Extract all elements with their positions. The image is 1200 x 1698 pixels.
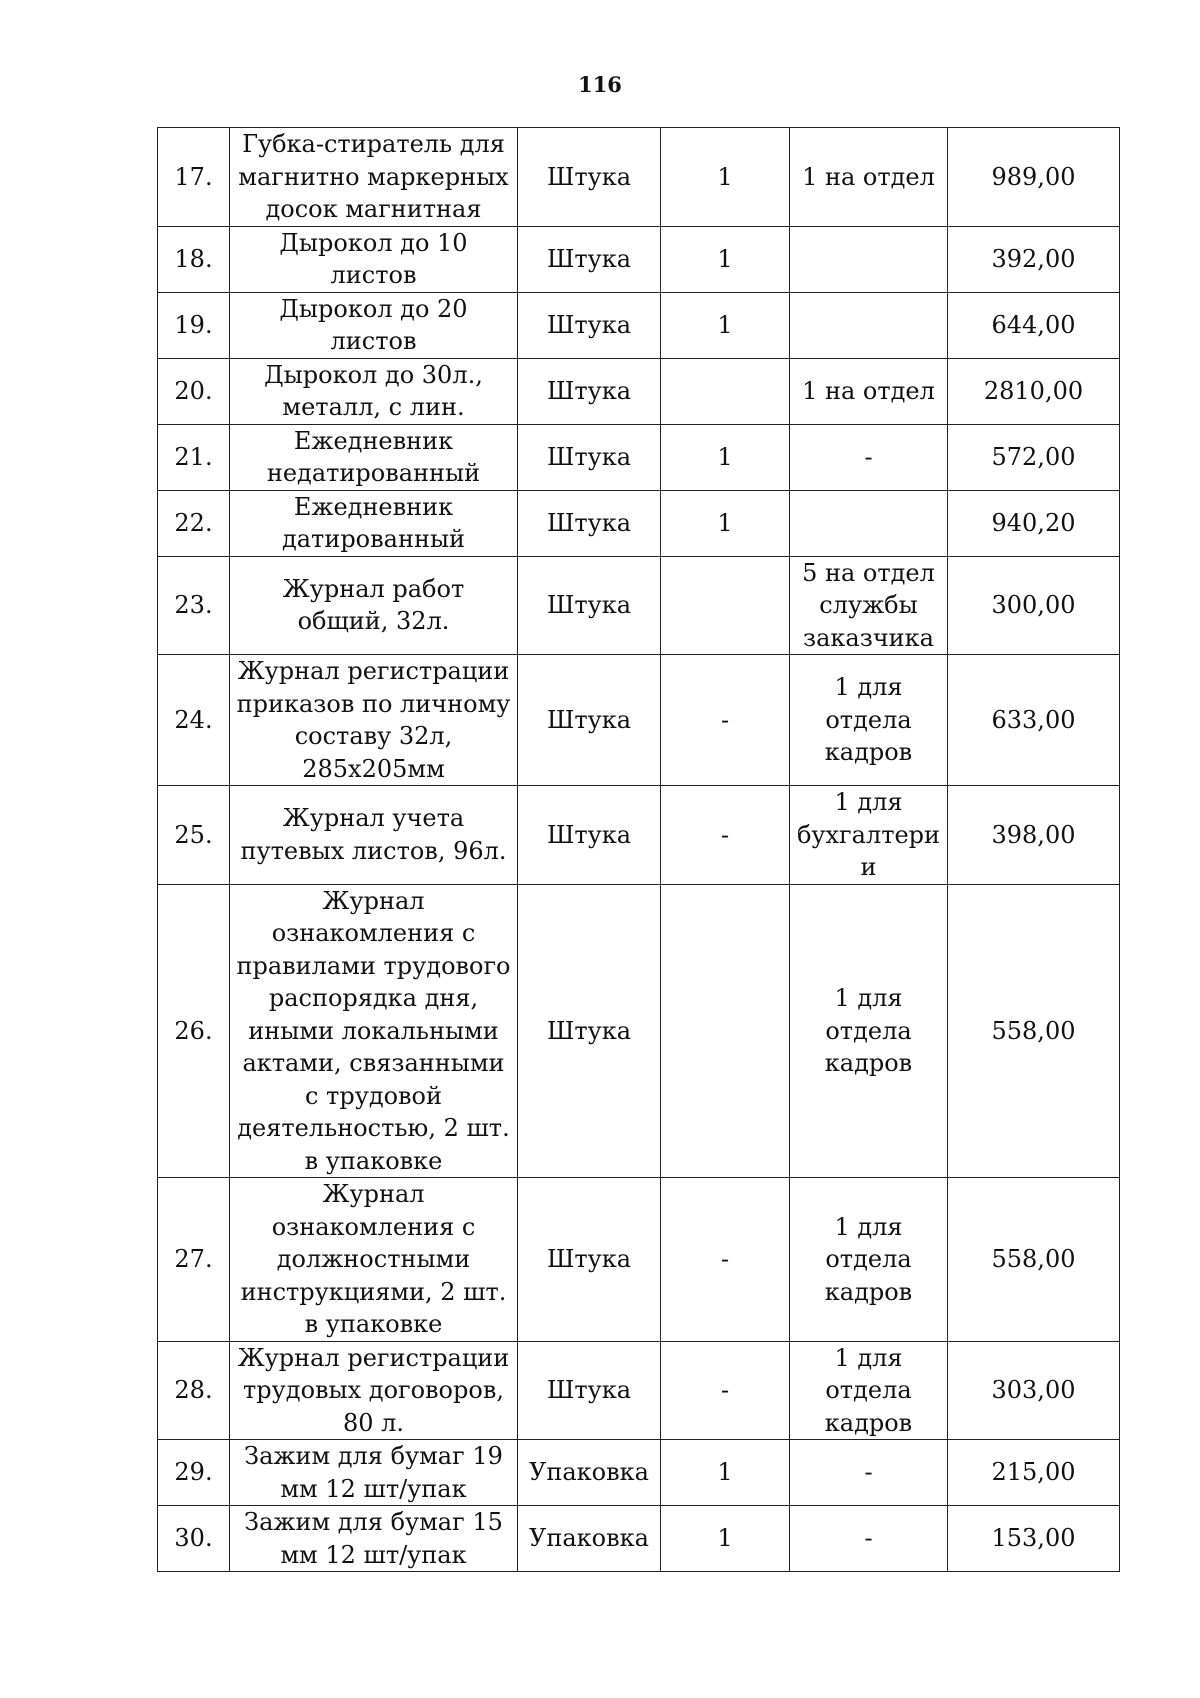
item-quantity: 1	[661, 128, 790, 227]
row-number: 20.	[158, 358, 230, 424]
item-name: Ежедневник недатированный	[230, 424, 518, 490]
item-quantity: 1	[661, 424, 790, 490]
item-unit: Упаковка	[518, 1440, 661, 1506]
table-row	[158, 292, 1120, 358]
item-price: 989,00	[948, 128, 1120, 227]
table-row	[158, 655, 1120, 786]
item-price: 153,00	[948, 1506, 1120, 1572]
table-row	[158, 1440, 1120, 1506]
table-row	[158, 884, 1120, 1178]
row-number: 26.	[158, 884, 230, 1178]
page-number: 116	[578, 72, 622, 97]
item-note: -	[790, 1506, 948, 1572]
item-note: 1 для отдела кадров	[790, 884, 948, 1178]
row-number: 21.	[158, 424, 230, 490]
row-number: 24.	[158, 655, 230, 786]
item-note	[790, 490, 948, 556]
item-quantity: -	[661, 1178, 790, 1342]
item-unit: Штука	[518, 424, 661, 490]
item-name: Ежедневник датированный	[230, 490, 518, 556]
table-row	[158, 424, 1120, 490]
item-name: Журнал регистрации трудовых договоров, 80 л.	[230, 1341, 518, 1440]
item-unit: Упаковка	[518, 1506, 661, 1572]
table-row	[158, 786, 1120, 885]
row-number: 22.	[158, 490, 230, 556]
item-note: 1 для отдела кадров	[790, 1178, 948, 1342]
item-name: Журнал работ общий, 32л.	[230, 556, 518, 655]
item-quantity	[661, 556, 790, 655]
item-name: Дырокол до 30л., металл, с лин.	[230, 358, 518, 424]
item-name: Дырокол до 20 листов	[230, 292, 518, 358]
item-unit: Штука	[518, 1341, 661, 1440]
item-name: Журнал ознакомления с правилами трудового распорядка дня, иными локальными актами, связанными с трудовой деятельностью, 2 шт. в упаковке	[230, 884, 518, 1178]
item-note: -	[790, 424, 948, 490]
item-unit: Штука	[518, 884, 661, 1178]
item-unit: Штука	[518, 1178, 661, 1342]
item-price: 558,00	[948, 1178, 1120, 1342]
row-number: 18.	[158, 226, 230, 292]
item-name: Зажим для бумаг 15 мм 12 шт/упак	[230, 1506, 518, 1572]
item-unit: Штука	[518, 292, 661, 358]
item-name: Дырокол до 10 листов	[230, 226, 518, 292]
table-row	[158, 556, 1120, 655]
item-quantity: 1	[661, 1506, 790, 1572]
table-row	[158, 128, 1120, 227]
item-note: 1 для отдела кадров	[790, 1341, 948, 1440]
item-quantity: 1	[661, 292, 790, 358]
item-quantity: 1	[661, 1440, 790, 1506]
item-quantity: 1	[661, 226, 790, 292]
table-row	[158, 1341, 1120, 1440]
item-price: 633,00	[948, 655, 1120, 786]
item-note: 1 на отдел	[790, 128, 948, 227]
item-name: Губка-стиратель для магнитно маркерных досок магнитная	[230, 128, 518, 227]
item-quantity	[661, 358, 790, 424]
item-price: 303,00	[948, 1341, 1120, 1440]
table-row	[158, 1506, 1120, 1572]
item-quantity: -	[661, 655, 790, 786]
item-name: Зажим для бумаг 19 мм 12 шт/упак	[230, 1440, 518, 1506]
items-table	[157, 127, 1120, 1572]
item-name: Журнал учета путевых листов, 96л.	[230, 786, 518, 885]
item-price: 558,00	[948, 884, 1120, 1178]
table-row	[158, 358, 1120, 424]
row-number: 23.	[158, 556, 230, 655]
item-note: 5 на отдел службы заказчика	[790, 556, 948, 655]
row-number: 27.	[158, 1178, 230, 1342]
item-note: 1 на отдел	[790, 358, 948, 424]
item-unit: Штука	[518, 490, 661, 556]
item-unit: Штука	[518, 786, 661, 885]
item-unit: Штука	[518, 226, 661, 292]
item-note: 1 для отдела кадров	[790, 655, 948, 786]
item-name: Журнал ознакомления с должностными инструкциями, 2 шт. в упаковке	[230, 1178, 518, 1342]
item-price: 215,00	[948, 1440, 1120, 1506]
item-price: 398,00	[948, 786, 1120, 885]
row-number: 28.	[158, 1341, 230, 1440]
table-row	[158, 226, 1120, 292]
item-price: 572,00	[948, 424, 1120, 490]
item-quantity	[661, 884, 790, 1178]
row-number: 19.	[158, 292, 230, 358]
table-row	[158, 1178, 1120, 1342]
item-note: 1 для бухгалтери и	[790, 786, 948, 885]
item-unit: Штука	[518, 128, 661, 227]
item-price: 300,00	[948, 556, 1120, 655]
row-number: 25.	[158, 786, 230, 885]
item-price: 644,00	[948, 292, 1120, 358]
table-row	[158, 490, 1120, 556]
item-price: 940,20	[948, 490, 1120, 556]
item-unit: Штука	[518, 655, 661, 786]
row-number: 17.	[158, 128, 230, 227]
item-note	[790, 226, 948, 292]
row-number: 30.	[158, 1506, 230, 1572]
item-unit: Штука	[518, 556, 661, 655]
item-name: Журнал регистрации приказов по личному составу 32л, 285х205мм	[230, 655, 518, 786]
item-quantity: -	[661, 1341, 790, 1440]
item-note: -	[790, 1440, 948, 1506]
item-quantity: -	[661, 786, 790, 885]
item-note	[790, 292, 948, 358]
item-unit: Штука	[518, 358, 661, 424]
item-price: 2810,00	[948, 358, 1120, 424]
item-quantity: 1	[661, 490, 790, 556]
item-price: 392,00	[948, 226, 1120, 292]
row-number: 29.	[158, 1440, 230, 1506]
